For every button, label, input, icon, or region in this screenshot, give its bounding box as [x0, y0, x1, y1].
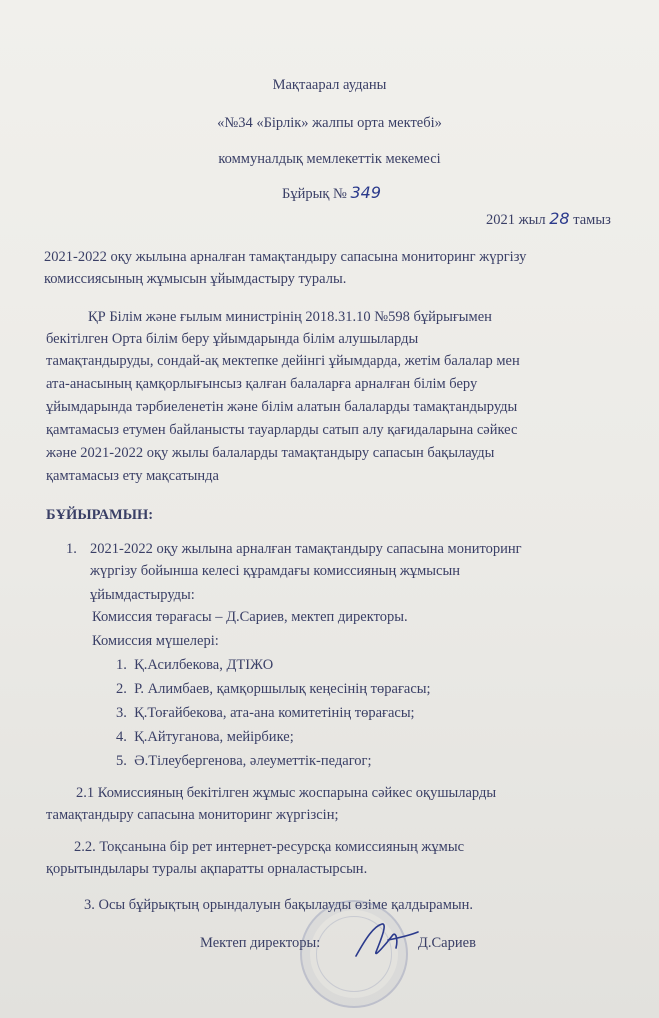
- item-1-line: ұйымдастыруды:: [90, 587, 195, 603]
- item-1-number: 1.: [66, 541, 77, 557]
- item-2-1-line: 2.1 Комиссияның бекітілген жұмыс жоспарына сәйкес оқушыларды: [76, 785, 497, 801]
- preamble-line: бекітілген Орта білім беру ұйымдарында білім алушыларды: [46, 331, 419, 347]
- item-3-line: 3. Осы бұйрықтың орындалуын бақылауды өзіме қалдырамын.: [84, 897, 474, 913]
- preamble-line: қамтамасыз ету мақсатында: [46, 468, 219, 484]
- preamble-line: ҚР Білім және ғылым министрінің 2018.31.10 №598 бұйрығымен: [88, 309, 492, 325]
- date-prefix: 2021 жыл: [486, 212, 546, 228]
- item-2-2-line: 2.2. Тоқсанына бір рет интернет-ресурсқа комиссияның жұмыс: [74, 839, 464, 855]
- member-item: 3. Қ.Тоғайбекова, ата-ана комитетінің төрағасы;: [116, 705, 415, 721]
- item-2-1-line: тамақтандыру сапасына мониторинг жүргізсін;: [46, 807, 339, 823]
- preamble-line: ұйымдарында тәрбиеленетін және білім алатын балаларды тамақтандыруды: [46, 399, 518, 415]
- order-number: 349: [350, 183, 382, 202]
- item-1-line: 2021-2022 оқу жылына арналған тамақтандыру сапасына мониторинг: [90, 541, 522, 557]
- subject-line-1: 2021-2022 оқу жылына арналған тамақтандыру сапасына мониторинг жүргізу: [44, 249, 527, 265]
- preamble-line: ата-анасының қамқорлығынсыз қалған балаларға арналған білім беру: [46, 376, 478, 392]
- preamble-line: қамтамасыз етумен байланысты тауарларды сатып алу қағидаларына сәйкес: [46, 422, 518, 438]
- subject-line-2: комиссиясының жұмысын ұйымдастыру туралы.: [44, 271, 347, 287]
- district-line: Мақтаарал ауданы: [272, 77, 387, 93]
- date-month: тамыз: [573, 212, 611, 228]
- order-heading: БҰЙЫРАМЫН:: [46, 507, 154, 523]
- item-1-line: жүргізу бойынша келесі құрамдағы комиссияның жұмысын: [90, 563, 460, 579]
- date-day: 28: [549, 209, 570, 228]
- members-label: Комиссия мүшелері:: [92, 633, 219, 649]
- member-item: 1. Қ.Асилбекова, ДТІЖО: [116, 657, 274, 673]
- signature-name: Д.Сариев: [418, 935, 476, 951]
- school-name: «№34 «Бірлік» жалпы орта мектебі»: [217, 115, 442, 131]
- institution-type: коммуналдық мемлекеттік мекемесі: [218, 151, 441, 167]
- member-item: 5. Ә.Тілеубергенова, әлеуметтік-педагог;: [116, 753, 372, 769]
- item-2-2-line: қорытындылары туралы ақпаратты орналастырсын.: [46, 861, 368, 877]
- order-date: [486, 210, 611, 229]
- order-title: [282, 184, 381, 203]
- member-item: 4. Қ.Айтуганова, мейірбике;: [116, 729, 294, 745]
- commission-chair: Комиссия төрағасы – Д.Сариев, мектеп директоры.: [92, 609, 408, 625]
- handwritten-signature: [352, 918, 422, 964]
- preamble-line: тамақтандыруды, сондай-ақ мектепке дейінгі ұйымдарда, жетім балалар мен: [46, 353, 520, 369]
- order-label: Бұйрық №: [282, 186, 347, 202]
- preamble-line: және 2021-2022 оқу жылы балаларды тамақтандыру сапасын бақылауды: [46, 445, 495, 461]
- member-item: 2. Р. Алимбаев, қамқоршылық кеңесінің төрағасы;: [116, 681, 431, 697]
- signature-role: Мектеп директоры:: [200, 935, 321, 951]
